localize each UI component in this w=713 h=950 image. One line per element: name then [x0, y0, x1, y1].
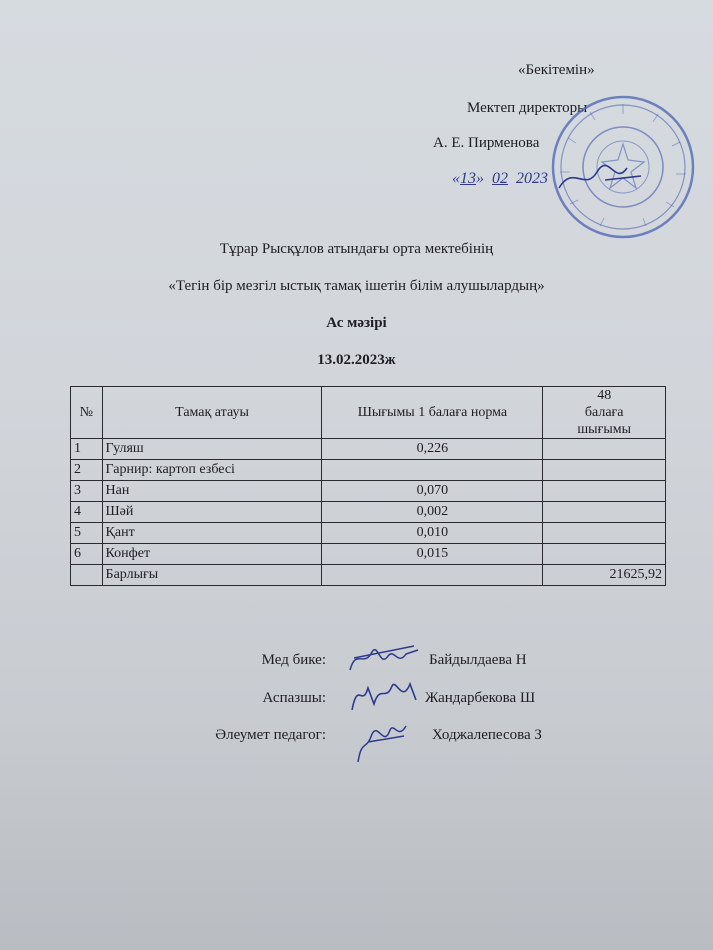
menu-table — [70, 386, 666, 586]
table-header-row — [71, 387, 666, 439]
row-total — [543, 523, 666, 544]
social-pedagog-signature — [348, 718, 418, 768]
row-dish: Конфет — [102, 544, 322, 565]
approval-month: 02 — [492, 170, 508, 187]
row-dish: Нан — [102, 481, 322, 502]
row-norm: 0,226 — [322, 439, 543, 460]
approval-date — [452, 170, 548, 188]
column-header-total: 48 балаға шығымы — [543, 387, 666, 439]
total-norm-empty — [322, 565, 543, 586]
signature-name-nurse: Байдылдаева Н — [429, 652, 527, 668]
row-dish: Қант — [102, 523, 322, 544]
row-total — [543, 481, 666, 502]
table-row — [71, 460, 666, 481]
row-norm: 0,010 — [322, 523, 543, 544]
row-number: 5 — [71, 523, 103, 544]
column-header-number: № — [71, 387, 103, 439]
approval-year: 2023 — [516, 170, 548, 187]
menu-subtitle: «Тегін бір мезгіл ыстық тамақ ішетін білім алушылардың» — [168, 278, 545, 294]
total-row-empty — [71, 565, 103, 586]
row-norm: 0,070 — [322, 481, 543, 502]
menu-title: Ас мәзірі — [326, 315, 387, 331]
table-row — [71, 502, 666, 523]
row-total — [543, 502, 666, 523]
signature-name-social-pedagog: Ходжалепесова З — [432, 727, 542, 743]
row-norm: 0,002 — [322, 502, 543, 523]
row-number: 1 — [71, 439, 103, 460]
row-number: 2 — [71, 460, 103, 481]
row-dish: Гуляш — [102, 439, 322, 460]
cook-signature — [344, 674, 424, 718]
row-dish: Шәй — [102, 502, 322, 523]
nurse-signature — [344, 638, 424, 678]
total-label: Барлығы — [102, 565, 322, 586]
menu-date: 13.02.2023ж — [317, 352, 396, 368]
approval-day: 13 — [460, 170, 476, 187]
approval-date-close: » — [476, 170, 484, 187]
row-total — [543, 439, 666, 460]
approval-date-open: « — [452, 170, 460, 187]
signature-name-cook: Жандарбекова Ш — [425, 690, 536, 706]
row-norm — [322, 460, 543, 481]
total-value: 21625,92 — [543, 565, 666, 586]
row-total — [543, 544, 666, 565]
row-number: 4 — [71, 502, 103, 523]
table-row — [71, 439, 666, 460]
row-number: 3 — [71, 481, 103, 502]
table-total-row — [71, 565, 666, 586]
table-row — [71, 481, 666, 502]
signature-role-nurse: Мед бике: — [261, 652, 326, 668]
signature-role-cook: Аспазшы: — [262, 690, 326, 706]
table-row — [71, 523, 666, 544]
column-header-dish: Тамақ атауы — [102, 387, 322, 439]
row-dish: Гарнир: картоп езбесі — [102, 460, 322, 481]
row-norm: 0,015 — [322, 544, 543, 565]
column-header-norm: Шығымы 1 балаға норма — [322, 387, 543, 439]
director-signature — [555, 158, 645, 198]
approval-position: Мектеп директоры — [467, 100, 588, 116]
approval-title: «Бекітемін» — [518, 62, 595, 78]
row-total — [543, 460, 666, 481]
row-number: 6 — [71, 544, 103, 565]
table-row — [71, 544, 666, 565]
signature-role-social-pedagog: Әлеумет педагог: — [215, 727, 326, 743]
approval-name: А. Е. Пирменова — [433, 135, 540, 151]
school-name: Тұрар Рысқұлов атындағы орта мектебінің — [219, 241, 494, 257]
